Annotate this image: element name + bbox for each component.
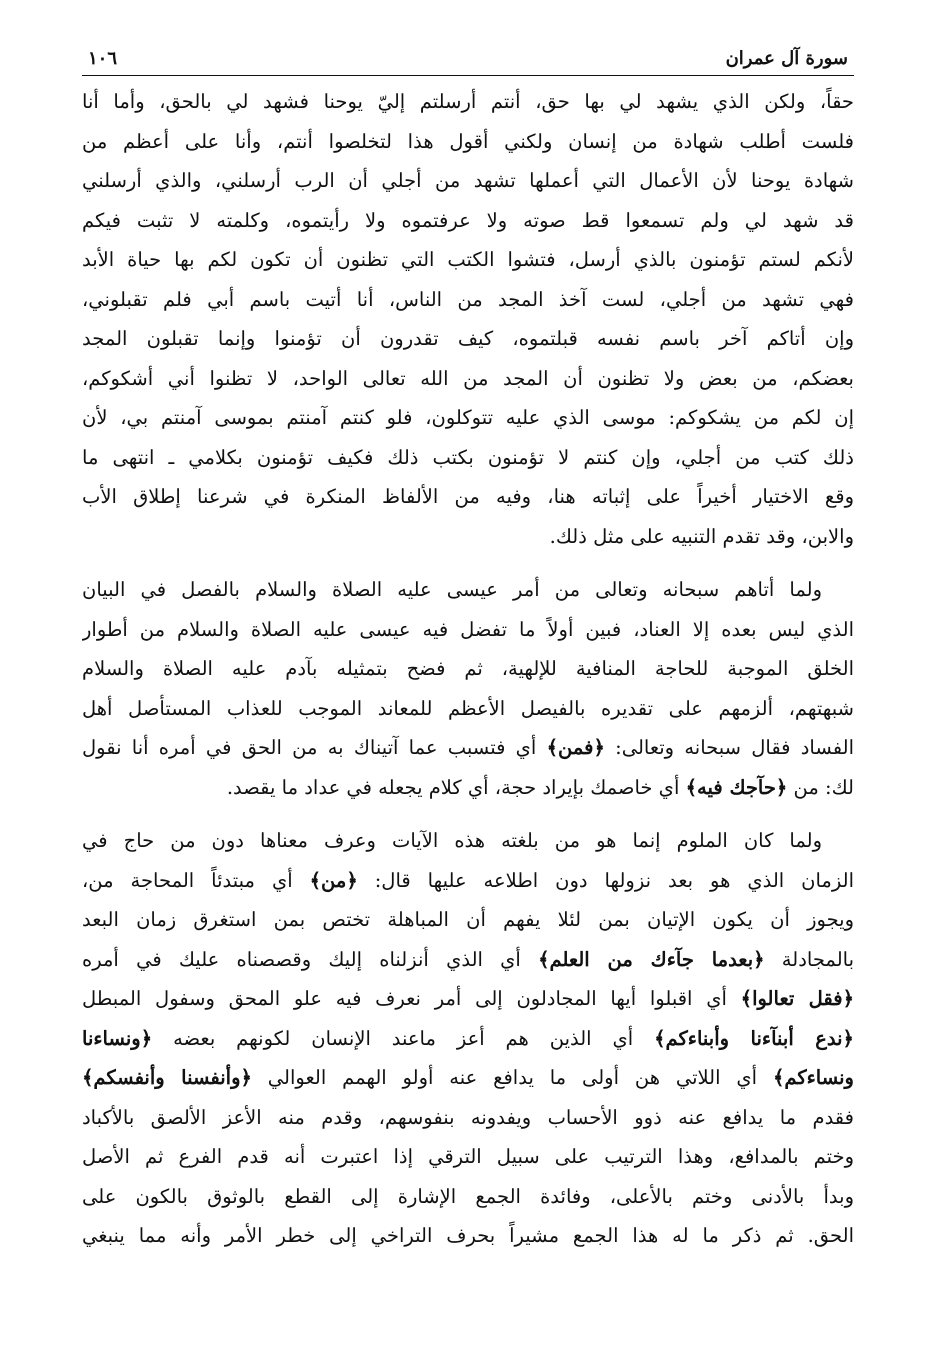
text-line: وختم بالمدافع، وهذا الترتيب على سبيل الترقي إذا اعتبرت أنه قدم الفرع ثم الأصل: [82, 1145, 854, 1168]
text-line: ذلك كتب من أجلي، وإن كنتم لا تؤمنون بكتب ذلك فكيف تؤمنون بكلامي ـ انتهى ما: [82, 445, 854, 469]
quran-quote: ﴿فمن﴾: [546, 736, 605, 759]
quran-quote: ﴿بعدما جآءك من العلم﴾: [538, 947, 765, 971]
text-line: فقدم ما يدافع عنه ذوو الأحساب ويفدونه بنفوسهم، وقدم منه الأعز الألصق بالأكباد: [82, 1105, 854, 1129]
paragraph-2: [82, 570, 854, 807]
text-line: والابن، وقد تقدم التنبيه على مثل ذلك.: [549, 524, 854, 548]
text-line: وبدأ بالأدنى وختم بالأعلى، وفائدة الجمع الإشارة إلى القطع بالوثوق بالكون على: [82, 1184, 854, 1208]
quran-quote: ونساءكم﴾: [772, 1066, 854, 1089]
text-line: بعضكم، من بعض ولا تظنون أن المجد من الله تعالى الواحد، لا تظنوا أني أشكوكم،: [82, 366, 854, 390]
text-line: ولما كان الملوم إنما هو من بلغته هذه الآيات وعرف معناها دون من حاج في: [82, 829, 822, 852]
text-line: ونساءكم﴾ أي اللاتي هن أولى ما يدافع عنه أولو الهمم العوالي ﴿وأنفسنا وأنفسكم﴾: [82, 1066, 854, 1089]
text-line: فهي تشهد من أجلي، لست آخذ المجد من الناس، أنا أتيت باسم أبي فلم تقبلوني،: [82, 287, 854, 311]
text-line: الذي ليس بعده إلا العناد، فبين أولاً ما تفضل فيه عيسى عليه الصلاة والسلام من أطوار: [82, 617, 854, 641]
text-line: الحق. ثم ذكر ما له هذا الجمع مشيراً بحرف التراخي إلى خطر الأمر وأنه مما ينبغي: [82, 1224, 854, 1247]
quran-quote: ﴿وأنفسنا وأنفسكم﴾: [82, 1066, 252, 1089]
paragraph-1: [82, 82, 854, 556]
text-line: قد شهد لي ولم تسمعوا قط صوته ولا عرفتموه ولا رأيتموه، وكلمته لا تثبت فيكم: [82, 208, 854, 232]
text-line: ﴿فقل تعالوا﴾ أي اقبلوا أيها المجادلون إلى أمر نعرف فيه علو المحق وسفول المبطل: [82, 987, 854, 1010]
text-line: ويجوز أن يكون الإتيان بمن لئلا يفهم أن المباهلة تختص بمن استغرق زمان البعد: [82, 908, 854, 931]
page-number: ١٠٦: [88, 48, 118, 69]
text-line: وقع الاختيار أخيراً على إثباته هنا، وفيه من الألفاظ المنكرة في شرعنا إطلاق الأب: [82, 485, 854, 508]
text-line: وإن أتاكم آخر باسم نفسه قبلتموه، كيف تقدرون أن تؤمنوا وإنما تقبلون المجد: [82, 327, 854, 350]
text-line: الزمان الذي هو بعد نزولها دون اطلاعه عليها قال: ﴿من﴾ أي مبتدئاً المحاجة من،: [82, 868, 854, 892]
text-line: شبهتهم، ألزمهم على تقديره بالفيصل الأعظم للمعاند الموجب للعذاب المستأصل أهل: [82, 696, 854, 720]
paragraph-3: [82, 821, 854, 1256]
text-line: إن لكم من يشكوكم: موسى الذي عليه تتوكلون، فلو كنتم آمنتم بموسى آمنتم بي، لأن: [82, 406, 854, 429]
quran-quote: ﴿ونساءنا: [82, 1026, 153, 1050]
text-line: الخلق الموجبة للحاجة المنافية للإلهية، ثم فضح بتمثيله بآدم عليه الصلاة والسلام: [82, 657, 854, 680]
quran-quote: ﴿حآجك فيه﴾: [685, 775, 788, 799]
text-line: لك: من ﴿حآجك فيه﴾ أي خاصمك بإيراد حجة، أي كلام يجعله في عداد ما يقصد.: [226, 775, 854, 799]
text-line: لأنكم لستم تؤمنون بالذي أرسل، فتشوا الكتب التي تظنون أن تكون لكم بها حياة الأبد: [82, 248, 854, 271]
text-line: فلست أطلب شهادة من إنسان ولكني أقول هذا لتخلصوا أنتم، وأنا على أعظم من: [82, 129, 854, 153]
page: [82, 48, 854, 1256]
text-line: ولما أتاهم سبحانه وتعالى من أمر عيسى عليه الصلاة والسلام بالفصل في البيان: [82, 578, 822, 601]
quran-quote: ﴿فقل تعالوا﴾: [740, 987, 854, 1010]
text-line: حقاً، ولكن الذي يشهد لي بها حق، أنتم أرسلتم إليّ يوحنا فشهد لي بالحق، وأما أنا: [82, 90, 854, 113]
quran-quote: ﴿من﴾: [309, 868, 358, 892]
body-text: [82, 82, 854, 1256]
text-line: بالمجادلة ﴿بعدما جآءك من العلم﴾ أي الذي أنزلناه إليك وقصصناه عليك في أمره: [82, 947, 854, 971]
text-line: ﴿ندع أبنآءنا وأبناءكم﴾ أي الذين هم أعز ماعند الإنسان لكونهم بعضه ﴿ونساءنا: [82, 1026, 854, 1050]
text-line: الفساد فقال سبحانه وتعالى: ﴿فمن﴾ أي فتسبب عما آتيناك به من الحق في أمره أنا نقول: [82, 736, 854, 759]
surah-title: سورة آل عمران: [725, 48, 848, 69]
quran-quote: ﴿ندع أبنآءنا وأبناءكم﴾: [654, 1026, 854, 1050]
text-line: شهادة يوحنا لأن الأعمال التي أعملها تشهد من أجلي أن الرب أرسلني، والذي أرسلني: [82, 169, 854, 192]
page-header: [82, 48, 854, 76]
